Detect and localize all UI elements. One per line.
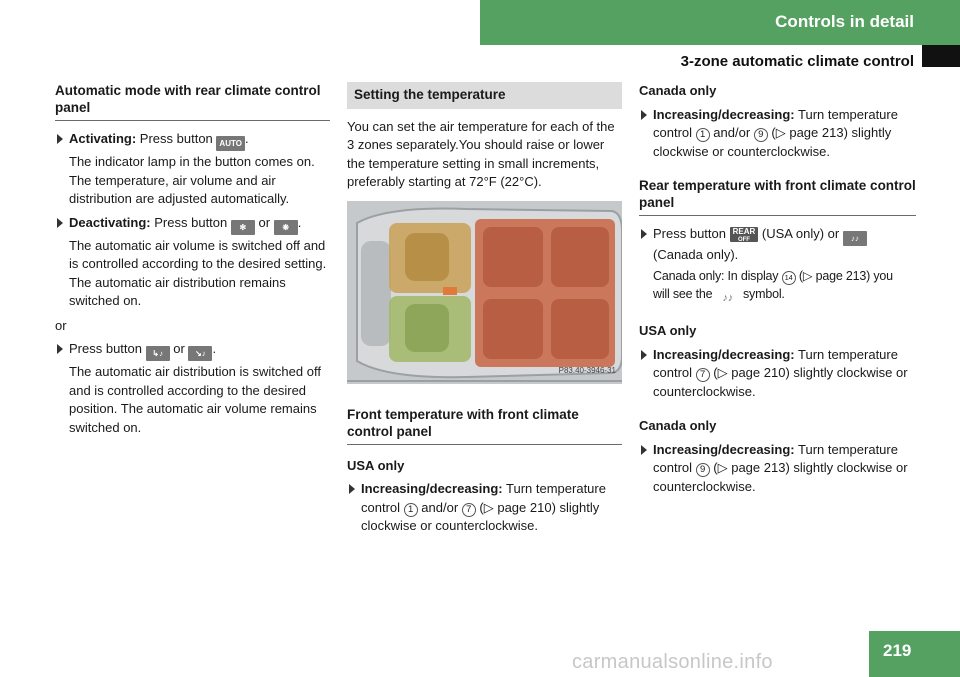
figure-code: P83.40-3946-31 — [558, 366, 616, 375]
label-canada-only: Canada only — [639, 83, 717, 98]
heading-front-temperature: Front temperature with front climate control panel — [347, 406, 622, 445]
or-separator: or — [55, 317, 67, 333]
callout-1: 1 — [404, 503, 418, 517]
callout-7: 7 — [462, 503, 476, 517]
column-1 — [55, 82, 330, 437]
rear-air-distribution-icon: ♪♪ — [843, 231, 867, 246]
rear-air-distribution-icon: ♪♪ — [722, 292, 734, 304]
air-distribution-description: The automatic air distribution is switched off and is controlled according to the desired position. The automatic air volume remains switched on. — [69, 364, 321, 435]
fan-small-icon: ✻ — [231, 220, 255, 235]
callout-9: 9 — [696, 463, 710, 477]
label-usa-only: USA only — [347, 457, 405, 473]
bullet-arrow-icon — [57, 134, 63, 144]
step-air-distribution: Press button ↳♪ or ↘♪ . — [55, 340, 330, 361]
page-ref: (▷ page 213) slightly clockwise or counterclockwise. — [653, 460, 908, 494]
column-2 — [347, 82, 622, 536]
bullet-arrow-icon — [349, 484, 355, 494]
step-rear-button: Press button REAR OFF (USA only) or ♪♪ (Canada only). — [639, 225, 916, 265]
step-deactivating: Deactivating: Press button ✻ or ❋ . — [55, 214, 330, 235]
bullet-arrow-icon — [57, 218, 63, 228]
temperature-intro: You can set the air temperature for each of the 3 zones separately.You should raise or lower the temperature setting in small increments, preferably starting at 72°F (22°C). — [347, 118, 615, 189]
step-rear-usa-inc-dec: Increasing/decreasing: Turn temperature control 7 (▷ page 210) slightly clockwise or counterclockwise. — [639, 346, 916, 402]
bullet-arrow-icon — [641, 229, 647, 239]
bullet-arrow-icon — [641, 110, 647, 120]
callout-14: 14 — [782, 271, 796, 285]
page-ref: (▷ page 210) slightly clockwise or counterclockwise. — [653, 365, 908, 399]
page-ref: (▷ page 213) slightly clockwise or counterclockwise. — [653, 125, 892, 159]
step-rear-canada-inc-dec: Increasing/decreasing: Turn temperature control 9 (▷ page 213) slightly clockwise or counterclockwise. — [639, 441, 916, 497]
bullet-arrow-icon — [641, 350, 647, 360]
bullet-arrow-icon — [641, 445, 647, 455]
step-activating: Activating: Press button AUTO . — [55, 130, 330, 151]
heading-setting-temperature: Setting the temperature — [347, 82, 622, 109]
cabin-zones-illustration — [347, 201, 622, 384]
watermark: carmanualsonline.info — [572, 651, 773, 673]
fan-large-icon: ❋ — [274, 220, 298, 235]
step-front-inc-dec: Increasing/decreasing: Turn temperature control 1 and/or 7 (▷ page 210) slightly clockwise or counterclockwise. — [347, 480, 622, 536]
header-marker — [922, 45, 960, 67]
section-title: 3-zone automatic climate control — [680, 53, 914, 70]
step-front-canada-inc-dec: Increasing/decreasing: Turn temperature control 1 and/or 9 (▷ page 213) slightly clockwise or counterclockwise. — [639, 106, 916, 162]
label-canada-only: Canada only — [639, 418, 717, 433]
page-number: 219 — [883, 641, 912, 660]
page-number-tab — [869, 631, 960, 677]
heading-rear-temperature: Rear temperature with front climate control panel — [639, 177, 916, 216]
chapter-title: Controls in detail — [775, 12, 914, 31]
activating-description: The indicator lamp in the button comes on. The temperature, air volume and air distribution are adjusted automatically. — [69, 154, 315, 206]
callout-9: 9 — [754, 128, 768, 142]
vehicle-topview-icon — [347, 201, 622, 384]
heading-automatic-mode: Automatic mode with rear climate control panel — [55, 82, 330, 121]
auto-button-icon: AUTO — [216, 136, 245, 151]
display-note: Canada only: In display 14 (▷ page 213) you will see the ♪♪ symbol. — [653, 268, 893, 304]
air-distribution-alt-icon: ↘♪ — [188, 346, 212, 361]
deactivating-description: The automatic air volume is switched off and is controlled according to the desired setting. The automatic air distribution remains switched on. — [69, 237, 327, 308]
column-3 — [639, 82, 916, 496]
bullet-arrow-icon — [57, 344, 63, 354]
air-distribution-icon: ↳♪ — [146, 346, 170, 361]
chapter-tab — [480, 0, 960, 45]
callout-1: 1 — [696, 128, 710, 142]
label-usa-only: USA only — [639, 323, 697, 338]
rear-button-icon: REAR OFF — [730, 227, 759, 242]
callout-7: 7 — [696, 368, 710, 382]
page-ref: (▷ page 210) slightly clockwise or counterclockwise. — [361, 499, 600, 533]
